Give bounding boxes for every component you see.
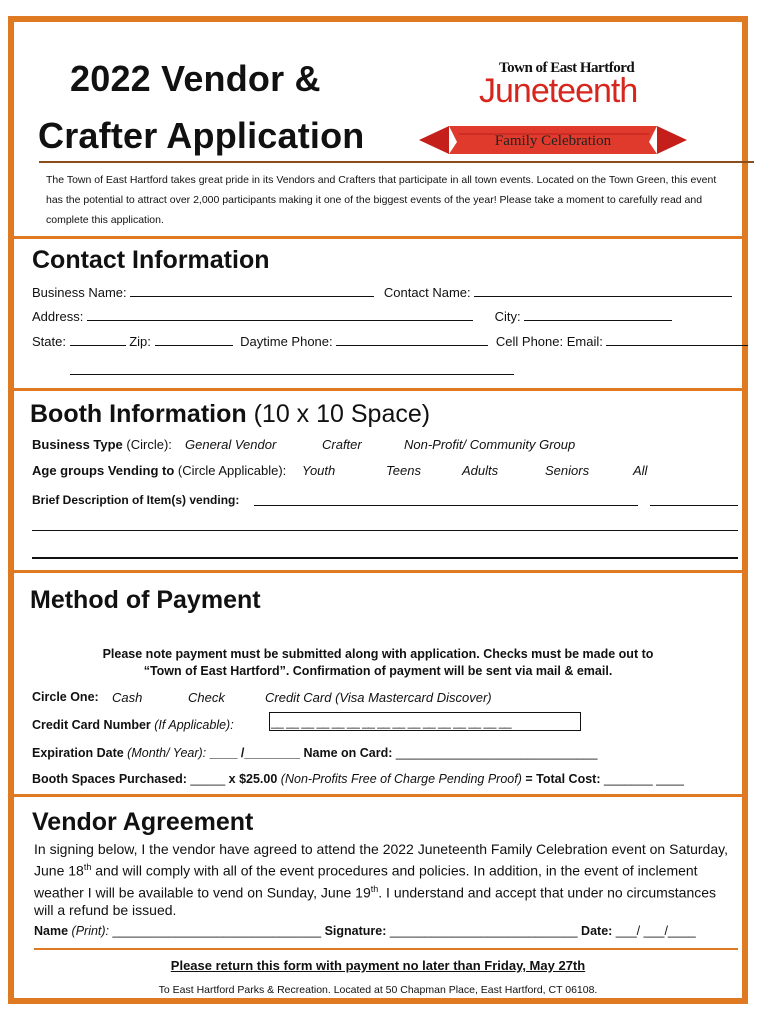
description-field[interactable] [254, 505, 638, 506]
booth-price: x $25.00 [228, 772, 278, 786]
print-name-label: Name [34, 924, 69, 938]
agreement-sup-b: th [370, 883, 379, 894]
city-label: City: [494, 309, 521, 324]
agreement-heading: Vendor Agreement [32, 808, 254, 836]
section-divider [14, 570, 742, 573]
signature-label: Signature: [324, 924, 387, 938]
agreement-sup-a: th [83, 862, 92, 872]
payment-note-line-2: “Town of East Hartford”. Confirmation of payment will be sent via mail & email. [143, 664, 613, 678]
description-row [32, 493, 239, 507]
name-on-card-field[interactable]: _____________________________ [395, 746, 598, 760]
booth-spaces-field[interactable]: _____ [190, 772, 226, 786]
method-cash[interactable]: Cash [112, 690, 143, 705]
expiration-label: Expiration Date [32, 746, 124, 760]
description-line-3[interactable] [32, 557, 738, 559]
cell-email-field[interactable] [606, 333, 748, 346]
return-address: To East Hartford Parks & Recreation. Located at 50 Chapman Place, East Hartford, CT 06108. [158, 984, 598, 996]
cc-number-row [32, 718, 234, 732]
description-field-extra[interactable] [650, 505, 738, 506]
price-note: (Non-Profits Free of Charge Pending Proof) [280, 772, 522, 786]
total-cost-field[interactable]: _______ ____ [603, 772, 684, 786]
description-label: Brief Description of Item(s) vending: [32, 493, 240, 507]
state-field[interactable] [70, 333, 126, 346]
agreement-text-c: . I understand and accept that under no circumstances will a refund be issued. [34, 884, 717, 919]
age-seniors[interactable]: Seniors [545, 463, 590, 478]
application-form [8, 16, 748, 1004]
age-groups-row [32, 463, 286, 478]
section-divider [14, 794, 742, 797]
expiration-field[interactable]: ____ /________ [209, 746, 301, 760]
logo-juneteenth-text: Juneteenth [479, 72, 638, 110]
age-adults[interactable]: Adults [462, 463, 499, 478]
age-groups-label: Age groups Vending to [32, 463, 175, 478]
contact-name-label: Contact Name: [383, 285, 471, 300]
type-non-profit[interactable]: Non-Profit/ Community Group [404, 437, 576, 452]
date-label: Date: [581, 924, 613, 938]
date-field[interactable]: ___/ ___/____ [615, 924, 696, 938]
contact-heading: Contact Information [32, 246, 270, 274]
business-type-paren: (Circle): [126, 437, 172, 452]
method-credit-card[interactable]: Credit Card (Visa Mastercard Discover) [265, 690, 492, 705]
juneteenth-logo [419, 58, 687, 160]
zip-field[interactable] [155, 333, 233, 346]
booth-spaces-label: Booth Spaces Purchased: [32, 772, 187, 786]
booth-heading [30, 400, 430, 429]
business-type-row [32, 437, 172, 452]
agreement-text-b: and will comply with all of the event procedures and policies. In addition, in the event of inclement weather I will be available to vend on Sunday, June 19 [34, 862, 698, 901]
type-crafter[interactable]: Crafter [322, 437, 362, 452]
address-row [32, 308, 672, 324]
age-teens[interactable]: Teens [386, 463, 421, 478]
title-line-2: Crafter Application [38, 115, 365, 156]
title-divider [39, 161, 754, 163]
booth-heading-text: Booth Information [30, 400, 247, 428]
expiration-paren: (Month/ Year): [127, 746, 207, 760]
email-continuation-line[interactable] [70, 374, 514, 375]
booth-spaces-row [32, 772, 684, 786]
print-name-field[interactable]: ______________________________ [112, 924, 322, 938]
agreement-paragraph [34, 840, 734, 919]
circle-one-label: Circle One: [32, 690, 99, 704]
print-name-paren: (Print): [71, 924, 110, 938]
cc-number-label: Credit Card Number [32, 718, 151, 732]
cell-email-label: Cell Phone: Email: [495, 334, 603, 349]
expiration-row [32, 746, 598, 760]
address-label: Address: [32, 309, 84, 324]
method-check[interactable]: Check [188, 690, 225, 705]
total-cost-label: = Total Cost: [525, 772, 601, 786]
payment-note-line-1: Please note payment must be submitted along with application. Checks must be made out to [102, 647, 654, 661]
payment-heading: Method of Payment [30, 586, 261, 614]
signature-field[interactable]: ___________________________ [389, 924, 578, 938]
agreement-text-a: In signing below, I the vendor have agreed to attend the 2022 Juneteenth Family Celebration event on Saturday, June 18 [34, 841, 728, 879]
type-general-vendor[interactable]: General Vendor [185, 437, 277, 452]
title-line-1: 2022 Vendor & [70, 58, 321, 99]
footer-divider [34, 948, 738, 950]
contact-name-field[interactable] [474, 284, 732, 297]
business-name-row [32, 284, 732, 300]
booth-heading-sub: (10 x 10 Space) [253, 400, 431, 428]
form-title [38, 50, 365, 164]
intro-paragraph: The Town of East Hartford takes great pride in its Vendors and Crafters that participate in all town events. Located on the Town Green, this event has the potential to attract over 2,000 participants making it one of the biggest events of the year! Please take a moment to carefully read and complete this application. [46, 174, 717, 226]
signature-row [34, 924, 696, 938]
section-divider [14, 388, 742, 391]
logo-ribbon-text: Family Celebration [494, 133, 612, 149]
zip-label: Zip: [129, 334, 151, 349]
state-label: State: [32, 334, 66, 349]
address-field[interactable] [87, 308, 473, 321]
age-groups-paren: (Circle Applicable): [177, 463, 287, 478]
state-row [32, 333, 748, 349]
business-type-label: Business Type [32, 437, 123, 452]
logo-town-text: Town of East Hartford [499, 60, 635, 76]
return-deadline-note: Please return this form with payment no later than Friday, May 27th [170, 958, 586, 973]
payment-note [14, 646, 742, 680]
name-on-card-label: Name on Card: [303, 746, 393, 760]
city-field[interactable] [524, 308, 672, 321]
daytime-phone-field[interactable] [336, 333, 488, 346]
business-name-label: Business Name: [32, 285, 127, 300]
age-all[interactable]: All [633, 463, 648, 478]
cc-number-blanks: __ __ __ __ __ __ __ __ __ __ __ __ __ __ __ __ [271, 715, 512, 729]
description-line-2[interactable] [32, 530, 738, 531]
daytime-phone-label: Daytime Phone: [240, 334, 333, 349]
cc-number-paren: (If Applicable): [154, 718, 234, 732]
age-youth[interactable]: Youth [302, 463, 336, 478]
business-name-field[interactable] [130, 284, 374, 297]
section-divider [14, 236, 742, 239]
